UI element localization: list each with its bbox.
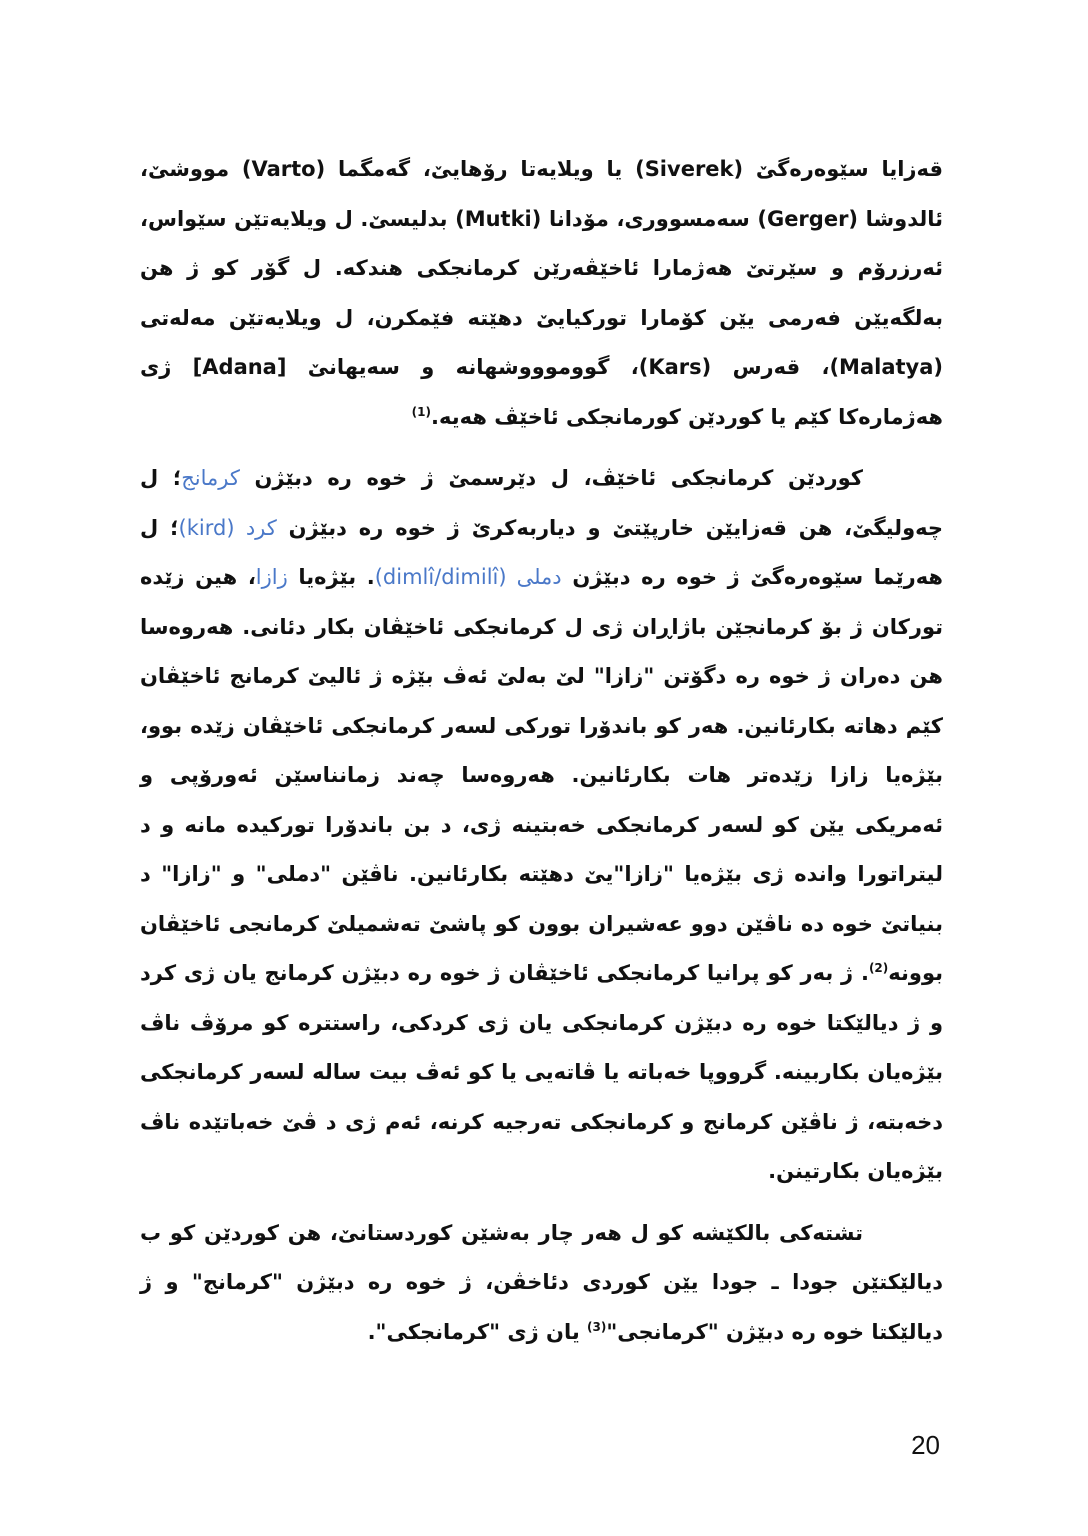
paragraph-1 [140,145,943,442]
footnote-ref-3[interactable]: (3) [587,1319,607,1334]
paragraph-3 [140,1209,943,1358]
paragraph-2-text-b: ؛ ل چەولیگێ، هن قەزایێن خارپێتێ و دیاربەکرێ ژ خوە رە دبێژن [140,466,943,540]
page-number: 20 [911,1430,940,1460]
paragraph-3-text-b: یان ژی "کرمانجکی". [367,1319,588,1344]
paragraph-3-text-a: تشتەکی بالکێشە کو ل هەر چار بەشێن کوردستانێ، هن کوردێن کو ب دیالێکتێن جودا ـ جودا یێن کوردی دئاخڤن، ژ خوە رە دبێژن "کرمانج" و ژ دیالێکتا خوە رە دبێژن "کرمانجی" [140,1220,943,1344]
paragraph-1-text: قەزایا سێوەرەگێ (Siverek) یا ویلایەتا رۆهایێ، گەمگما (Varto) مووشێ، ئالدوشا (Gerger) سەمسووری، مۆدانا (Mutki) بدلیسێ. ل ویلایەتێن سێواس، ئەرزرۆم و سێرتێ هەژمارا ئاخێڤەرێن کرمانجکی هندکە. ل گۆر کو ژ هن بەلگەیێن فەرمی یێن کۆمارا تورکیایێ دهێتە فێمکرن، ل ویلایەتێن مەلەتی (Malatya)، قەرس (Kars)، گووموووشهانە و سەیهانێ [Adana] ژی هەژمارەکا کێم یا کوردێن کورمانجکی ئاخێڤ هەیە. [140,157,943,429]
paragraph-2-text-a: کوردێن کرمانجکی ئاخێڤ، ل دێرسمێ ژ خوە رە دبێژن [239,466,863,490]
paragraph-2 [140,454,943,1197]
footnote-ref-2[interactable]: (2) [868,961,889,975]
term-zaza: زازا [255,565,288,589]
paragraph-2-text-c: ؛ ل هەرێما سێوەرەگێ ژ خوە رە دبێژن [140,515,943,589]
body-text [140,145,943,1369]
term-dimli: دملی (dimlî/dimilî) [374,565,562,589]
paragraph-2-text-e: ، هین زێدە تورکان ژ بۆ کرمانجێن باژاڕان ژی ل کرمانجکی ئاخێڤان بکار دئانی. هەروەسا هن دەران ژ خوە رە دگۆتن "زازا" لێ بەلێ ئەڤ بێژە ژ ئالیێ کرمانج ئاخێڤان کێم دهاتە بکارئانین. هەر کو باندۆرا تورکی لسەر کرمانجکی ئاخێڤان زێدە بوو، بێژەیا زازا زێدەتر هات بکارئانین. هەروەسا چەند زمانناسێن ئەورۆپی و ئەمریکی یێن کو لسەر کرمانجکی خەبتینە ژی، د بن باندۆرا تورکیدە مانە و د لیتراتورا واندە ژی بێژەیا "زازا"یێ دهێتە بکارئانین. ناڤێن "دملی" و "زازا" د بنیاتێ خوە دە ناڤێن دوو عەشیران بوون کو پاشێ تەشمیلێ کرمانجی ئاخێڤان بوونە [140,565,943,985]
paragraph-2-text-f: . ژ بەر کو پرانیا کرمانجکی ئاخێڤان ژ خوە رە دبێژن کرمانج یان ژی کرد و ژ دیالێکتا خوە رە دبێژن کرمانجکی یان ژی کردکی، راستترە کو مرۆڤ ناڤ بێژەیان بکاربینە. گرووپا خەباتە یا ڤاتەیی یا کو ئەڤ بیت سالە لسەر کرمانجکی دخەبتە، ژ ناڤێن کرمانج و کرمانجکی تەرجیە کرنە، ئەم ژی د ڤێ خەباتێدە ناڤ بێژەیان بکارتینن. [140,961,943,1183]
term-kirmanc: کرمانج [181,466,240,490]
paragraph-2-text-d: . بێژەیا [287,565,375,589]
footnote-ref-1[interactable]: (1) [411,404,431,419]
term-kird: کرد (kird) [178,515,277,540]
